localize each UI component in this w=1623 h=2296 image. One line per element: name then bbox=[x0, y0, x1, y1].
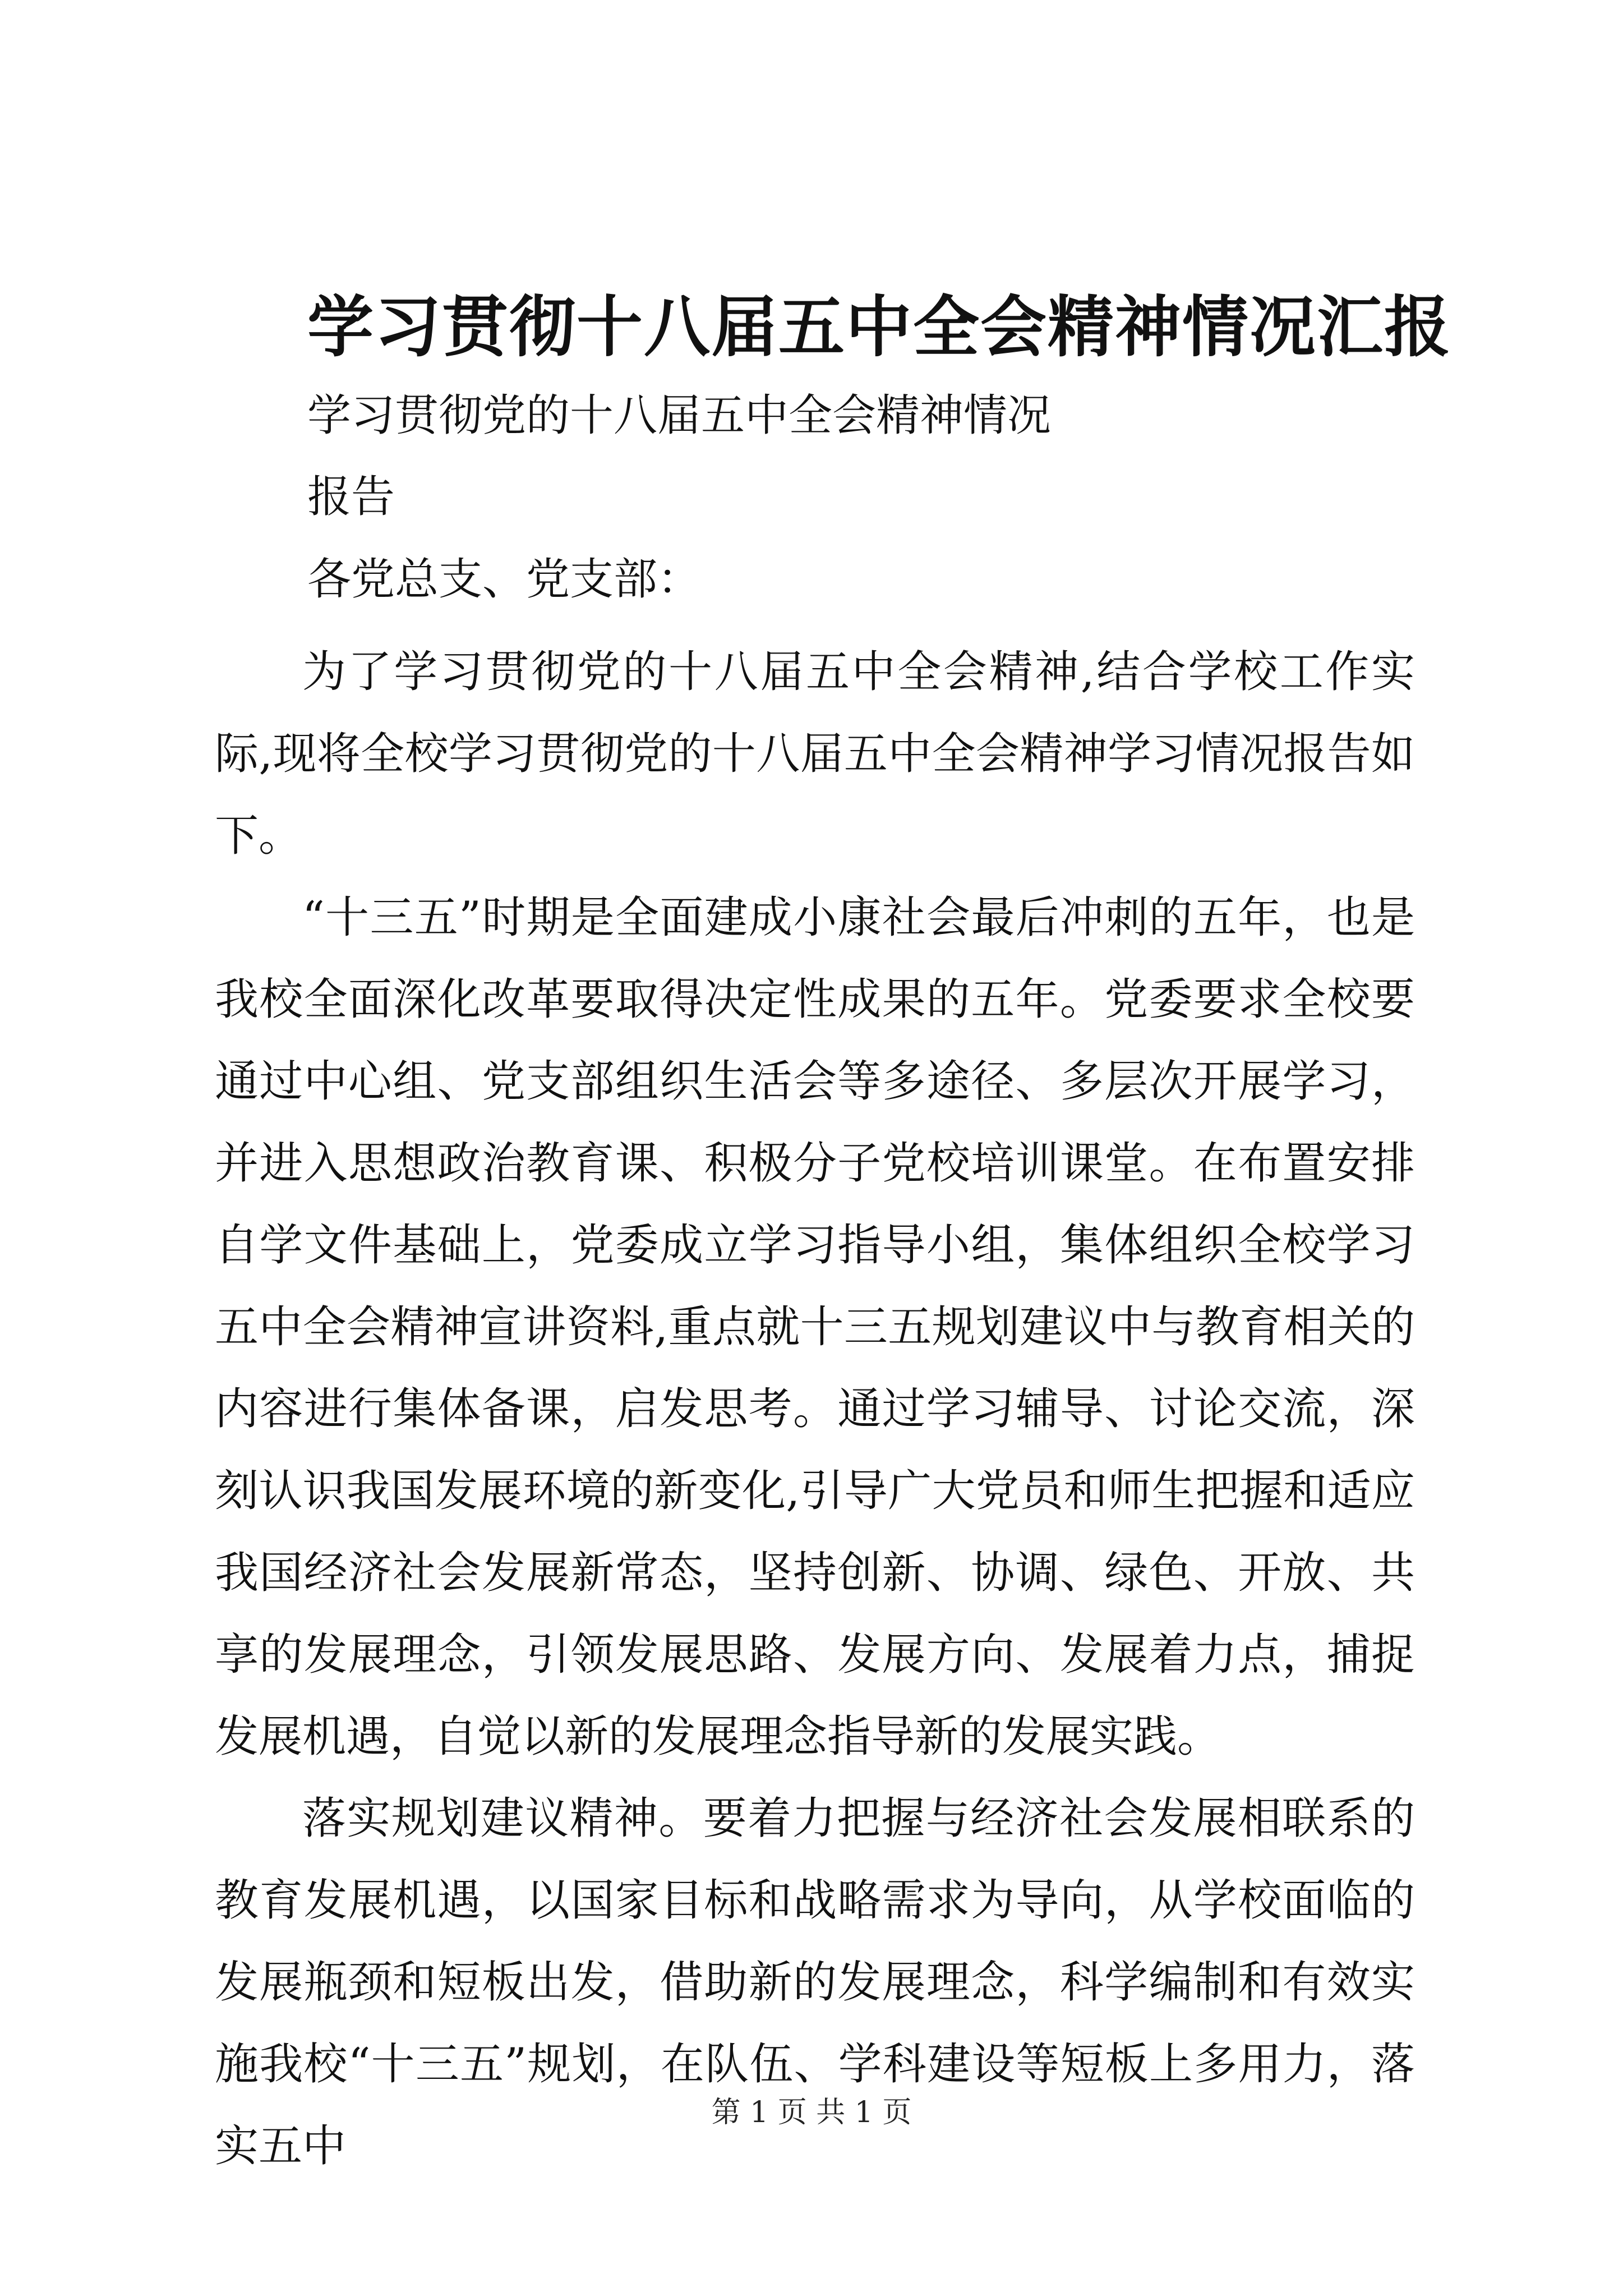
body-text bbox=[215, 631, 1415, 2187]
document-subtitle: 学习贯彻党的十八届五中全会精神情况 bbox=[307, 390, 1052, 441]
document-title: 学习贯彻十八届五中全会精神情况汇报 bbox=[307, 288, 1452, 366]
paragraph: “十三五”时期是全面建成小康社会最后冲刺的五年，也是我校全面深化改革要取得决定性成果的五年。党委要求全校要通过中心组、党支部组织生活会等多途径、多层次开展学习，并进入思想政治教育课、积极分子党校培训课堂。在布置安排自学文件基础上，党委成立学习指导小组，集体组织全校学习五中全会精神宣讲资料,重点就十三五规划建议中与教育相关的内容进行集体备课，启发思考。通过学习辅导、讨论交流，深刻认识我国发展环境的新变化,引导广大党员和师生把握和适应我国经济社会发展新常态，坚持创新、协调、绿色、开放、共享的发展理念，引领发展思路、发展方向、发展着力点，捕捉发展机遇，自觉以新的发展理念指导新的发展实践。 bbox=[215, 892, 1415, 1762]
paragraph: 为了学习贯彻党的十八届五中全会精神,结合学校工作实际,现将全校学习贯彻党的十八届五中全会精神学习情况报告如下。 bbox=[215, 647, 1415, 861]
salutation: 各党总支、党支部： bbox=[307, 554, 702, 605]
page-footer: 第 1 页 共 1 页 bbox=[711, 2096, 912, 2129]
paragraph: 落实规划建议精神。要着力把握与经济社会发展相联系的教育发展机遇，以国家目标和战略需求为导向，从学校面临的发展瓶颈和短板出发，借助新的发展理念，科学编制和有效实施我校“十三五”规划，在队伍、学科建设等短板上多用力，落实五中 bbox=[215, 1793, 1415, 2171]
report-label: 报告 bbox=[307, 472, 395, 522]
